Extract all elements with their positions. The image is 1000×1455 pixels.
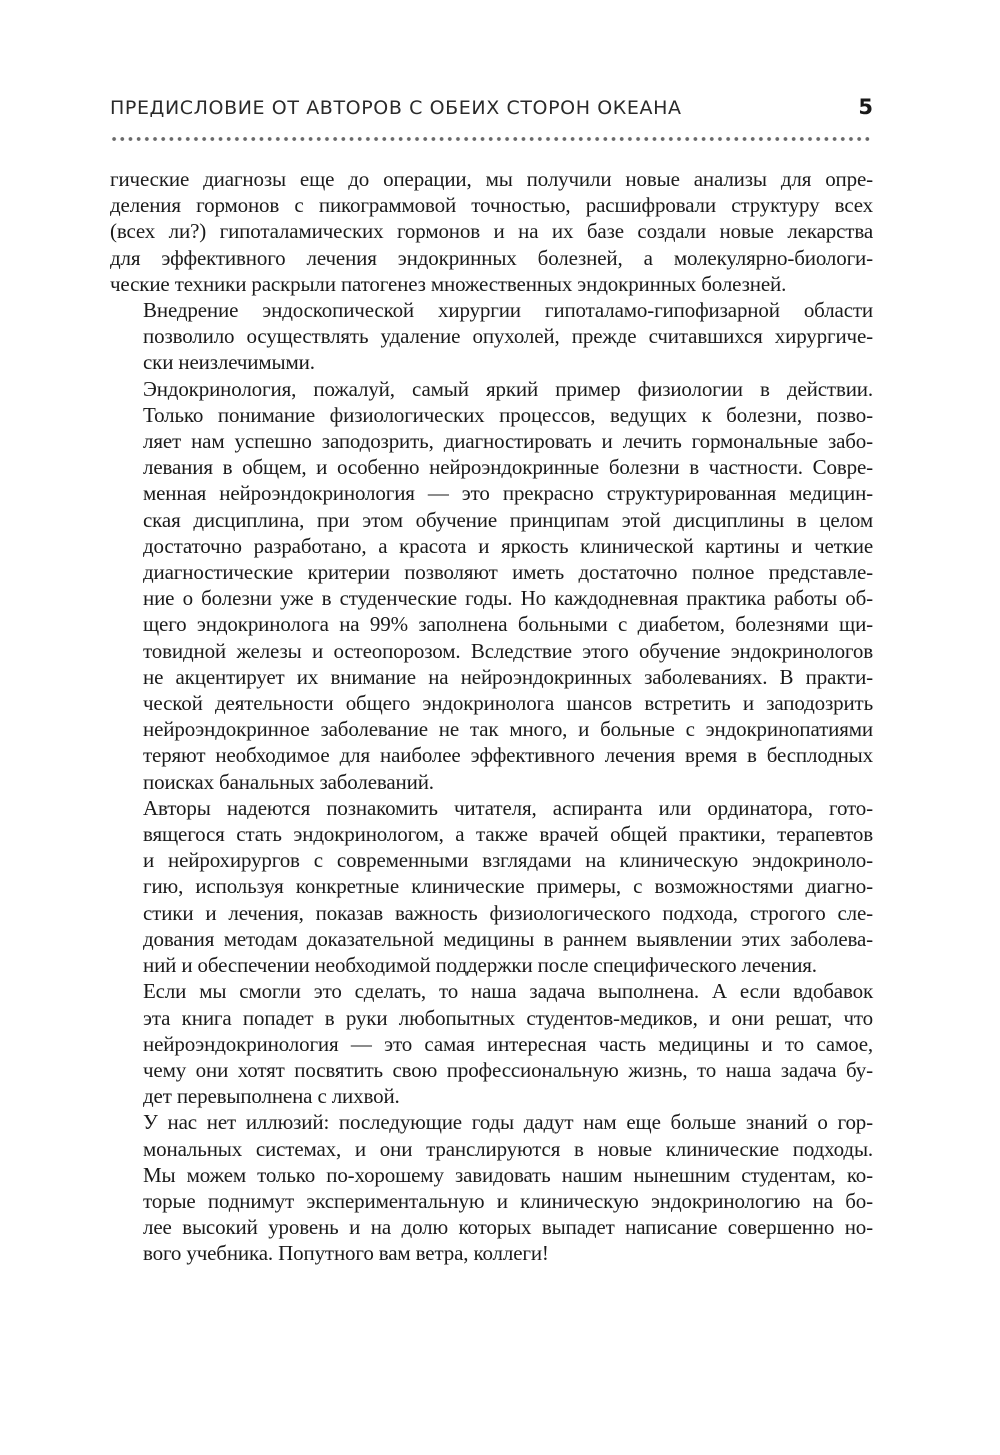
text-line: менная нейроэндокринология — это прекрасно структурированная медицин- xyxy=(143,481,873,506)
text-line: Внедрение эндоскопической хирургии гипоталамо-гипофизарной области xyxy=(143,298,873,323)
text-line: ние о болезни уже в студенческие годы. Но каждодневная практика работы об- xyxy=(143,586,873,611)
text-line: Эндокринология, пожалуй, самый яркий пример физиологии в действии. xyxy=(143,376,873,401)
text-line: диагностические критерии позволяют иметь достаточно полное представле- xyxy=(143,560,873,585)
paragraph xyxy=(110,795,873,978)
text-line: щего эндокринолога на 99% заполнена больными с диабетом, болезнями щи- xyxy=(143,612,873,637)
text-line: У нас нет иллюзий: последующие годы дадут нам еще больше знаний о гор- xyxy=(143,1110,873,1135)
text-line: Мы можем только по-хорошему завидовать нашим нынешним студентам, ко- xyxy=(143,1162,873,1187)
text-line: достаточно разработано, а красота и яркость клинической картины и четкие xyxy=(143,533,873,558)
text-line: ски неизлечимыми. xyxy=(143,350,315,375)
text-line: ческие техники раскрыли патогенез множественных эндокринных болезней. xyxy=(110,271,787,296)
running-head xyxy=(110,97,873,127)
text-line: нейроэндокринология — это самая интересная часть медицины и то самое, xyxy=(143,1031,873,1056)
text-line: ляет нам успешно заподозрить, диагностировать и лечить гормональные забо- xyxy=(143,429,873,454)
text-line: позволило осуществлять удаление опухолей, прежде считавшихся хирургиче- xyxy=(143,324,873,349)
text-line: ний и обеспечении необходимой поддержки после специфического лечения. xyxy=(143,953,817,978)
body-text xyxy=(110,166,873,1267)
text-line: Авторы надеются познакомить читателя, аспиранта или ординатора, гото- xyxy=(143,795,873,820)
page-number: 5 xyxy=(858,95,873,119)
text-line: левания в общем, и особенно нейроэндокринные болезни в частности. Совре- xyxy=(143,455,873,480)
text-line: не акцентирует их внимание на нейроэндокринных заболеваниях. В практи- xyxy=(143,664,873,689)
dotted-divider xyxy=(110,136,873,142)
text-line: эта книга попадет в руки любопытных студентов-медиков, и они решат, что xyxy=(143,1005,873,1030)
text-line: поисках банальных заболеваний. xyxy=(143,769,434,794)
text-line: стики и лечения, показав важность физиологического подхода, строгого сле- xyxy=(143,900,873,925)
text-line: гические диагнозы еще до операции, мы получили новые анализы для опре- xyxy=(110,167,873,191)
text-line: для эффективного лечения эндокринных болезней, а молекулярно-биологи- xyxy=(110,245,873,270)
text-line: чему они хотят посвятить свою профессиональную жизнь, то наша задача бу- xyxy=(143,1057,873,1082)
text-line: дования методам доказательной медицины в раннем выявлении этих заболева- xyxy=(143,926,873,951)
text-line: ская дисциплина, при этом обучение принципам этой дисциплины в целом xyxy=(143,507,873,532)
text-line: Только понимание физиологических процессов, ведущих к болезни, позво- xyxy=(143,402,873,427)
paragraph xyxy=(110,376,873,795)
text-line: деления гормонов с пикограммовой точностью, расшифровали структуру всех xyxy=(110,193,873,218)
paragraph xyxy=(110,978,873,1109)
text-line: и нейрохирургов с современными взглядами на клиническую эндокриноло- xyxy=(143,848,873,873)
text-line: лее высокий уровень и на долю которых выпадет написание совершенно но- xyxy=(143,1215,873,1240)
running-title: ПРЕДИСЛОВИЕ ОТ АВТОРОВ С ОБЕИХ СТОРОН ОКЕАНА xyxy=(110,97,682,119)
text-line: Если мы смогли это сделать, то наша задача выполнена. А если вдобавок xyxy=(143,979,873,1004)
text-line: вого учебника. Попутного вам ветра, коллеги! xyxy=(143,1241,549,1266)
paragraph xyxy=(110,1109,873,1266)
text-line: вящегося стать эндокринологом, а также врачей общей практики, терапевтов xyxy=(143,822,873,847)
text-line: дет перевыполнена с лихвой. xyxy=(143,1084,400,1109)
text-line: торые поднимут экспериментальную и клиническую эндокринологию на бо- xyxy=(143,1188,873,1213)
text-line: нейроэндокринное заболевание не так много, и больные с эндокринопатиями xyxy=(143,717,873,742)
text-line: гию, используя конкретные клинические примеры, с возможностями диагно- xyxy=(143,874,873,899)
paragraph xyxy=(110,297,873,376)
paragraph xyxy=(110,166,873,297)
text-line: ческой деятельности общего эндокринолога шансов встретить и заподозрить xyxy=(143,691,873,716)
text-line: мональных системах, и они транслируются в новые клинические подходы. xyxy=(143,1136,873,1161)
text-line: теряют необходимое для наиболее эффективного лечения время в бесплодных xyxy=(143,743,873,768)
text-line: (всех ли?) гипоталамических гормонов и на их базе создали новые лекарства xyxy=(110,219,873,244)
text-line: товидной железы и остеопорозом. Вследствие этого обучение эндокринологов xyxy=(143,638,873,663)
